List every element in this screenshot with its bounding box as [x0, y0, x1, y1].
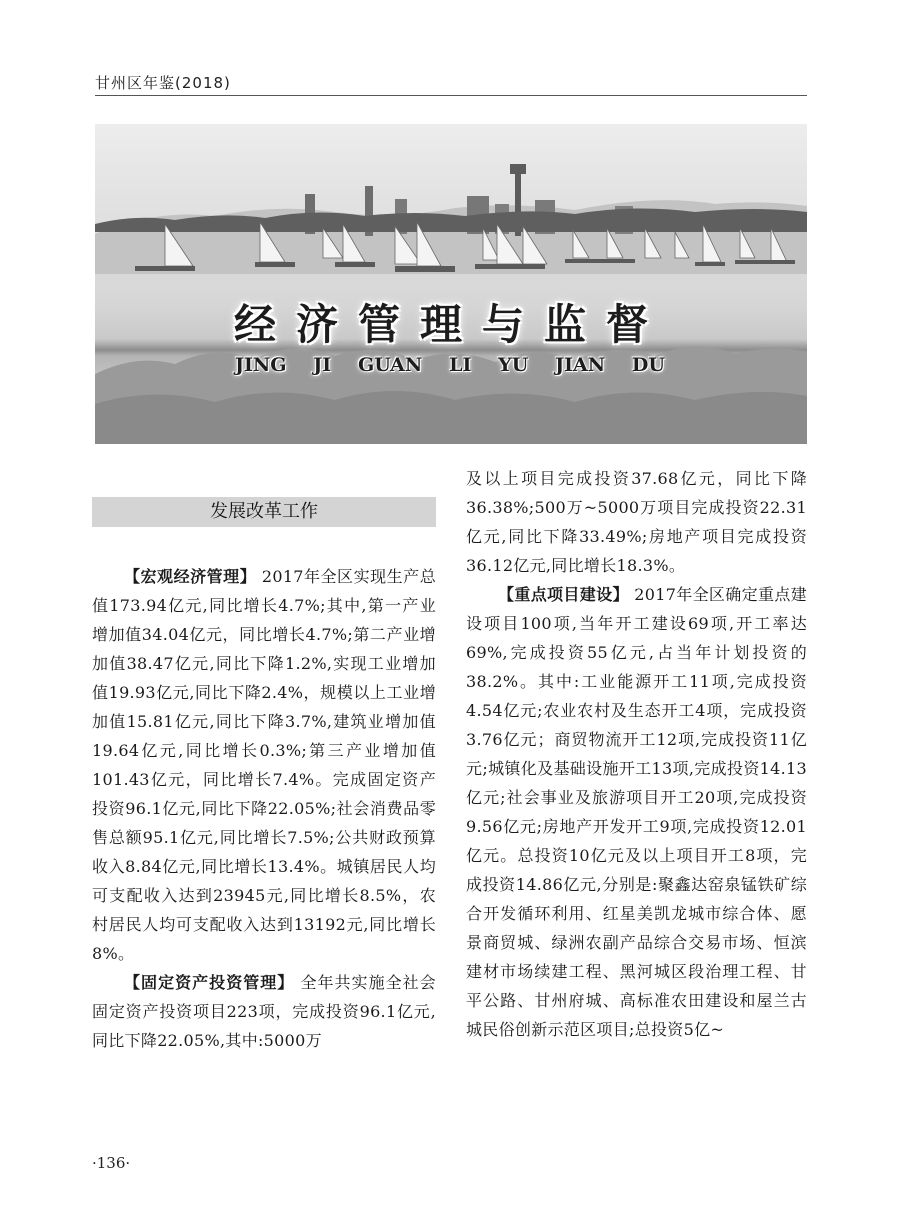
entry-body: 2017年全区实现生产总值173.94亿元,同比增长4.7%;其中,第一产业增加值34.04亿元，同比增长4.7%;第二产业增加值38.47亿元,同比下降1.2%,实现工业增加值19.93亿元,同比下降2.4%，规模以上工业增加值15.81亿元,同比下降3.7%,建筑业增加值19.64亿元,同比增长0.3%;第三产业增加值101.43亿元，同比增长7.4%。完成固定资产投资96.1亿元,同比下降22.05%;社会消费品零售总额95.1亿元,同比增长7.5%;公共财政预算收入8.84亿元,同比增长13.4%。城镇居民人均可支配收入达到23945元,同比增长8.5%，农村居民人均可支配收入达到13192元,同比增长8%。: [92, 567, 437, 963]
pinyin-syllable: JING: [235, 354, 287, 376]
entry-heading: 【重点项目建设】: [498, 585, 629, 604]
right-column: [466, 464, 807, 1044]
paragraph-macro-economy: [92, 562, 436, 968]
banner-photo: [95, 124, 807, 444]
paragraph-continuation: 及以上项目完成投资37.68亿元，同比下降36.38%;500万~5000万项目完成投资22.31亿元,同比下降33.49%;房地产项目完成投资36.12亿元,同比增长18.3%。: [466, 469, 807, 575]
left-column: [92, 562, 436, 1055]
running-header: 甘州区年鉴(2018): [95, 74, 231, 92]
page-number: ·136·: [92, 1154, 131, 1172]
entry-heading: 【固定资产投资管理】: [124, 973, 295, 992]
pinyin-syllable: JIAN: [555, 354, 606, 376]
pinyin-syllable: GUAN: [357, 354, 423, 376]
banner-pinyin: [235, 354, 665, 376]
entry-heading: 【宏观经济管理】: [124, 567, 257, 586]
banner-title: 经济管理与监督: [233, 300, 668, 349]
pinyin-syllable: LI: [449, 354, 472, 376]
pinyin-syllable: YU: [498, 354, 529, 376]
section-heading: 发展改革工作: [92, 497, 436, 527]
paragraph-key-projects: [466, 580, 807, 1044]
paragraph-fixed-investment: [92, 968, 436, 1055]
entry-body: 全年共实施全社会固定资产投资项目223项，完成投资96.1亿元,同比下降22.05%,其中:5000万: [92, 973, 436, 1050]
entry-body: 2017年全区确定重点建设项目100项,当年开工建设69项,开工率达69%,完成投资55亿元,占当年计划投资的38.2%。其中:工业能源开工11项,完成投资4.54亿元;农业农村及生态开工4项，完成投资3.76亿元；商贸物流开工12项,完成投资11亿元;城镇化及基础设施开工13项,完成投资14.13亿元;社会事业及旅游项目开工20项,完成投资9.56亿元;房地产开发开工9项,完成投资12.01亿元。总投资10亿元及以上项目开工8项，完成投资14.86亿元,分别是:聚鑫达窑泉锰铁矿综合开发循环利用、红星美凯龙城市综合体、愿景商贸城、绿洲农副产品综合交易市场、恒滨建材市场续建工程、黑河城区段治理工程、甘平公路、甘州府城、高标准农田建设和屋兰古城民俗创新示范区项目;总投资5亿~: [466, 585, 807, 1039]
pinyin-syllable: JI: [313, 354, 332, 376]
pinyin-syllable: DU: [631, 354, 665, 376]
header-rule: [95, 95, 807, 96]
lake-sailboats-illustration: [95, 124, 807, 444]
